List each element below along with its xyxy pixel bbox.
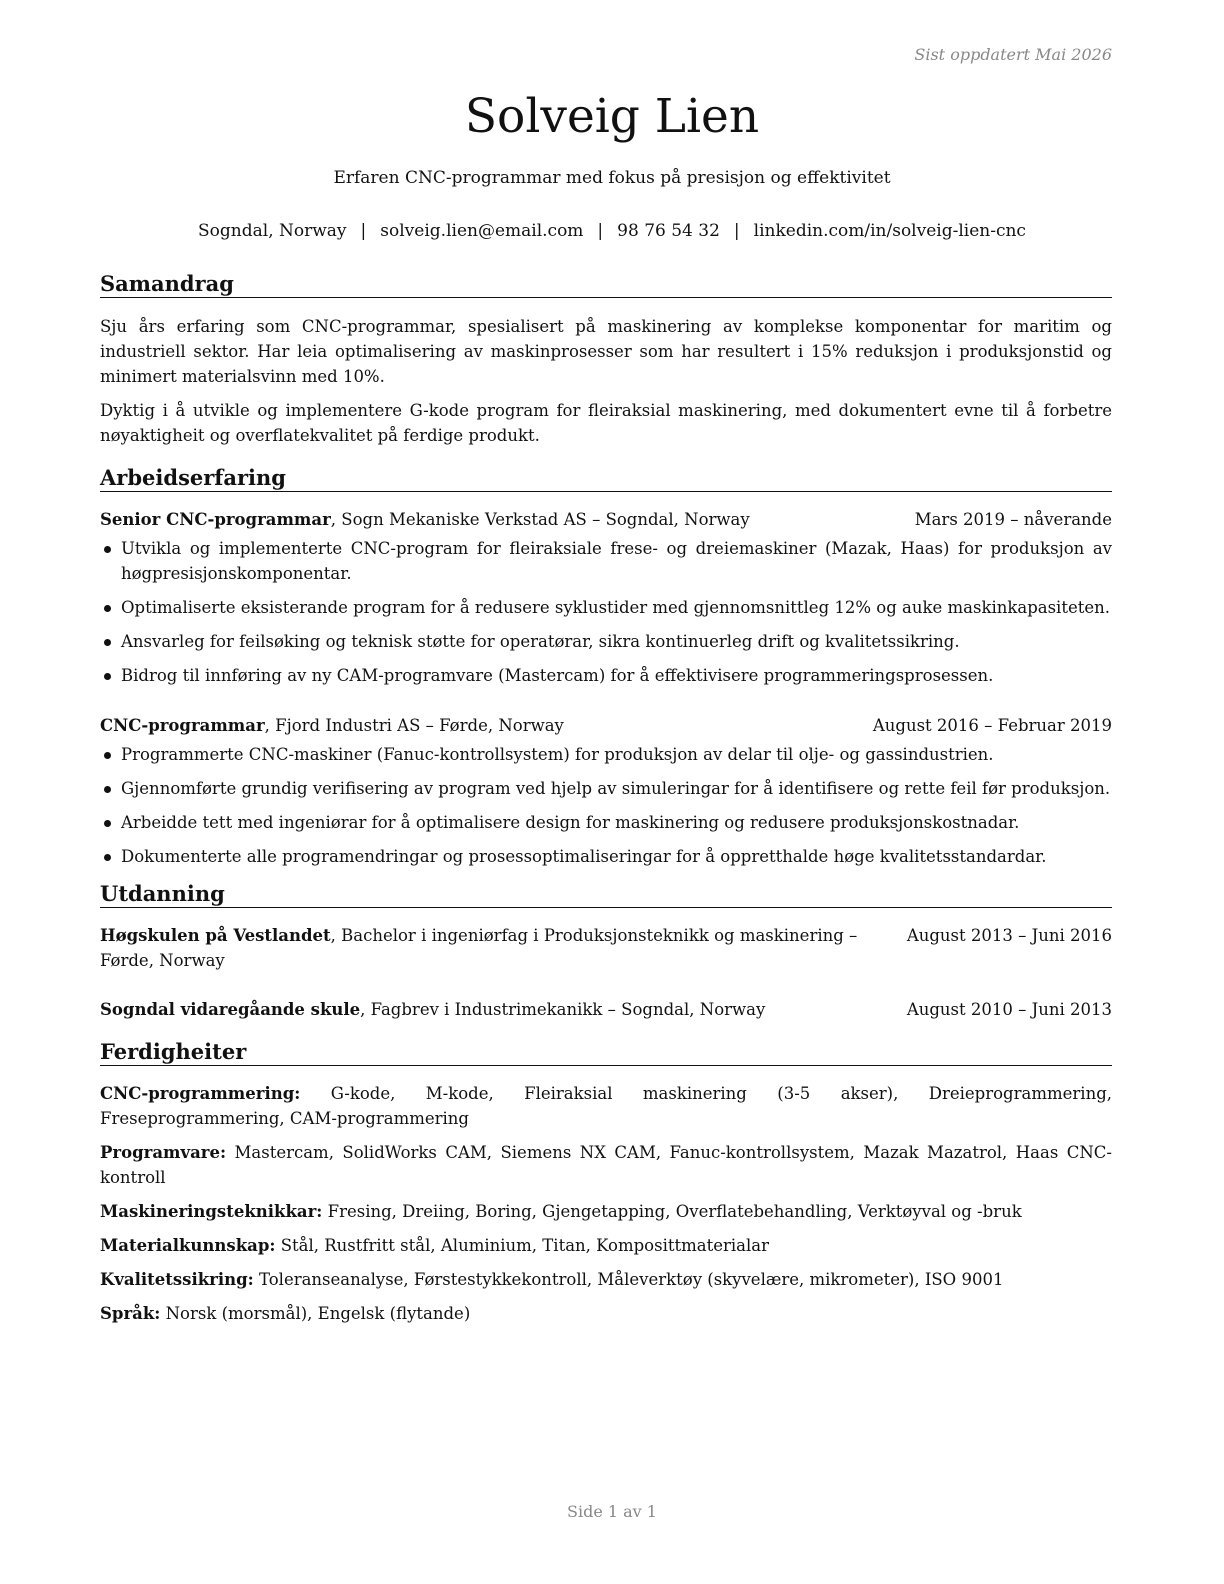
education-entry <box>100 997 1112 1022</box>
education-detail: , Bachelor i ingeniørfag i Produksjonsteknikk og maskinering – Førde, Norway <box>100 926 858 970</box>
skill-label: Materialkunnskap: <box>100 1236 276 1255</box>
job-org: , Sogn Mekaniske Verkstad AS – Sogndal, Norway <box>330 510 750 529</box>
section-title-skills: Ferdigheiter <box>100 1039 1112 1066</box>
section-title-experience: Arbeidserfaring <box>100 465 1112 492</box>
skill-row <box>100 1267 1112 1292</box>
job-dates: August 2016 – Februar 2019 <box>872 716 1112 735</box>
page-number: Side 1 av 1 <box>567 1502 657 1521</box>
skills-section <box>100 1081 1112 1326</box>
job-dates: Mars 2019 – nåverande <box>914 510 1112 529</box>
separator: | <box>597 221 604 241</box>
candidate-name: Solveig Lien <box>464 89 760 144</box>
section-title-education: Utdanning <box>100 881 1112 908</box>
skill-value: G-kode, M-kode, Fleiraksial maskinering (3-5 akser), Dreieprogrammering, Freseprogrammering, CAM-programmering <box>100 1084 1112 1128</box>
education-detail: , Fagbrev i Industrimekanikk – Sogndal, Norway <box>360 1000 766 1019</box>
section-title-summary: Samandrag <box>100 271 1112 298</box>
bullet-item: Utvikla og implementerte CNC-program for fleiraksiale frese- og dreiemaskiner (Mazak, Haas) for produksjon av høgpresisjonskomponentar. <box>100 536 1112 586</box>
bullet-item: Optimaliserte eksisterande program for å redusere syklustider med gjennomsnittleg 12% og auke maskinkapasiteten. <box>100 595 1118 620</box>
skill-value: Mastercam, SolidWorks CAM, Siemens NX CAM, Fanuc-kontrollsystem, Mazak Mazatrol, Haas CNC-kontroll <box>100 1143 1112 1187</box>
phone: 98 76 54 32 <box>617 221 720 241</box>
school-name: Høgskulen på Vestlandet <box>100 926 331 945</box>
job-role: Senior CNC-programmar <box>100 510 331 529</box>
job-org: , Fjord Industri AS – Førde, Norway <box>264 716 564 735</box>
bullet-item: Bidrog til innføring av ny CAM-programvare (Mastercam) for å effektivisere programmeringsprosessen. <box>100 663 1112 688</box>
summary-section <box>100 314 1112 448</box>
job-entry <box>100 713 1112 869</box>
skill-value: Fresing, Dreiing, Boring, Gjengetapping, Overflatebehandling, Verktøyval og -bruk <box>322 1202 1022 1221</box>
skill-label: Kvalitetssikring: <box>100 1270 254 1289</box>
tagline: Erfaren CNC-programmar med fokus på presisjon og effektivitet <box>333 168 891 188</box>
job-entry <box>100 507 1112 688</box>
skill-value: Norsk (morsmål), Engelsk (flytande) <box>160 1304 471 1323</box>
school-name: Sogndal vidaregåande skule <box>100 1000 361 1019</box>
bullet-item: Gjennomførte grundig verifisering av program ved hjelp av simuleringar for å identifisere og rette feil før produksjon. <box>100 776 1118 801</box>
bullet-item: Programmerte CNC-maskiner (Fanuc-kontrollsystem) for produksjon av delar til olje- og gassindustrien. <box>100 742 1112 767</box>
email-link[interactable]: solveig.lien@email.com <box>380 221 584 241</box>
skill-value: Toleranseanalyse, Førstestykkekontroll, Måleverktøy (skyvelære, mikrometer), ISO 9001 <box>253 1270 1004 1289</box>
skill-label: Programvare: <box>100 1143 227 1162</box>
skill-row <box>100 1233 1112 1258</box>
skill-label: CNC-programmering: <box>100 1084 301 1103</box>
separator: | <box>733 221 740 241</box>
education-dates: August 2010 – Juni 2013 <box>906 1000 1112 1019</box>
summary-paragraph: Sju års erfaring som CNC-programmar, spesialisert på maskinering av komplekse komponentar for maritim og industriell sektor. Har leia optimalisering av maskinprosesser som har resultert i 15% reduksjon i produksjonstid og minimert materialsvinn med 10%. <box>100 317 1112 386</box>
last-updated: Sist oppdatert Mai 2026 <box>914 45 1112 64</box>
skill-value: Stål, Rustfritt stål, Aluminium, Titan, Komposittmaterialar <box>275 1236 770 1255</box>
skill-row <box>100 1140 1112 1190</box>
bullet-item: Ansvarleg for feilsøking og teknisk støtte for operatørar, sikra kontinuerleg drift og kvalitetssikring. <box>100 629 1112 654</box>
skill-row <box>100 1301 1112 1326</box>
job-role: CNC-programmar <box>100 716 265 735</box>
job-header <box>100 713 1112 738</box>
skill-row <box>100 1081 1112 1131</box>
contact-line <box>0 220 1224 242</box>
skill-label: Språk: <box>100 1304 161 1323</box>
resume-body <box>100 271 1112 1335</box>
job-bullets <box>100 742 1112 869</box>
location: Sogndal, Norway <box>198 221 347 241</box>
bullet-item: Arbeidde tett med ingeniørar for å optimalisere design for maskinering og redusere produksjonskostnadar. <box>100 810 1112 835</box>
job-header <box>100 507 1112 532</box>
summary-paragraph: Dyktig i å utvikle og implementere G-kode program for fleiraksial maskinering, med dokumentert evne til å forbetre nøyaktigheit og overflatekvalitet på ferdige produkt. <box>100 401 1112 445</box>
skill-label: Maskineringsteknikkar: <box>100 1202 323 1221</box>
skill-row <box>100 1199 1112 1224</box>
education-dates: August 2013 – Juni 2016 <box>906 926 1112 945</box>
bullet-item: Dokumenterte alle programendringar og prosessoptimaliseringar for å oppretthalde høge kvalitetsstandardar. <box>100 844 1112 869</box>
education-entry <box>100 923 1112 973</box>
linkedin-link[interactable]: linkedin.com/in/solveig-lien-cnc <box>753 221 1026 241</box>
job-bullets <box>100 536 1112 688</box>
separator: | <box>360 221 367 241</box>
